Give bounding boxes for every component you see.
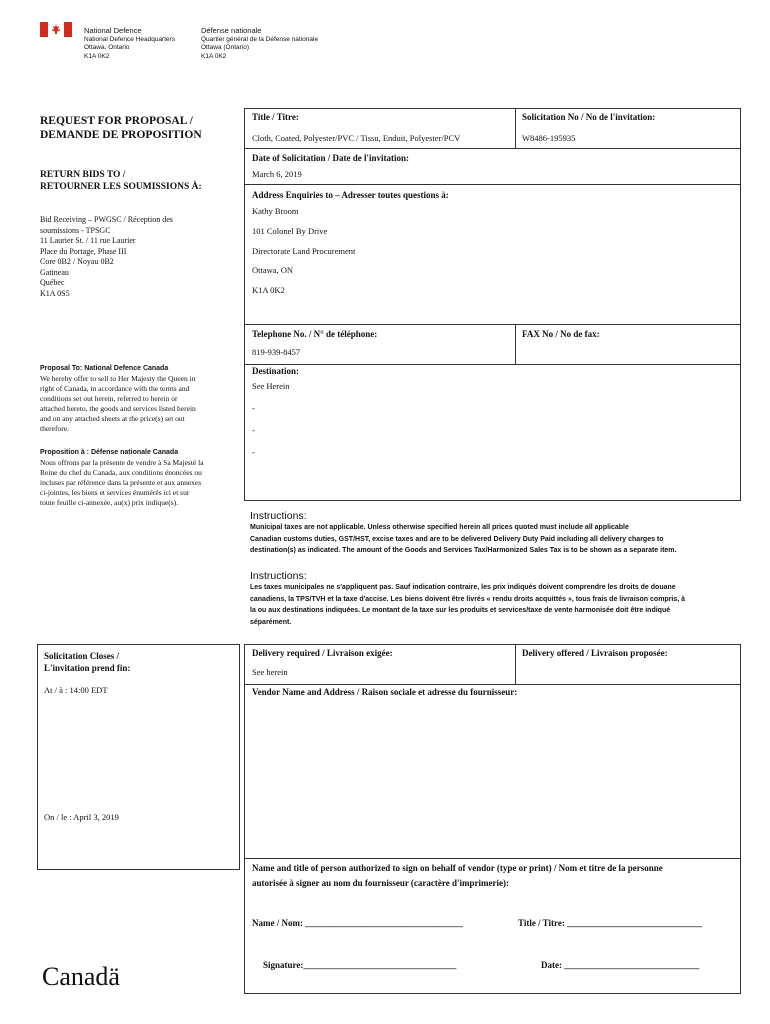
authorized-label (252, 862, 737, 889)
solicitation-value: W8486-195935 (522, 133, 576, 143)
proposal-fr-line: Reine du chef du Canada, aux conditions énoncées ou (40, 468, 202, 477)
proposal-fr-line: toute feuille ci-annexée, au(x) prix indique(s). (40, 498, 179, 507)
vendor-label: Vendor Name and Address / Raison sociale et adresse du fournisseur: (252, 687, 518, 697)
vendor-name-field[interactable]: Name / Nom: ___________________________________ (252, 918, 463, 928)
signature-date-field[interactable]: Date: ______________________________ (541, 960, 700, 970)
header-en-line2: Ottawa, Ontario (84, 44, 130, 51)
instructions-en (250, 510, 745, 557)
instructions-fr (250, 570, 745, 628)
return-address (40, 215, 173, 299)
return-line: Québec (40, 278, 65, 287)
return-line: K1A 0S5 (40, 288, 70, 298)
divider (244, 684, 741, 685)
canada-flag-icon (40, 22, 72, 37)
return-line: soumissions - TPSGC (40, 225, 111, 235)
destination-line: - (252, 425, 255, 435)
return-bids-title (40, 169, 202, 193)
delivery-required-value: See herein (252, 667, 288, 677)
proposal-fr-line: Nous offrons par la présente de vendre à Sa Majesté la (40, 458, 204, 467)
proposal-fr-line: incluses par référence dans la présente et aux annexes (40, 478, 202, 487)
proposal-en-line: attached hereto, the goods and services listed herein (40, 404, 196, 413)
form-top-box (244, 108, 741, 501)
header-en (84, 27, 175, 61)
instructions-en-line: Municipal taxes are not applicable. Unless otherwise specified herein all prices quoted must include all applicable (250, 524, 629, 531)
closes-time: At / à : 14:00 EDT (44, 685, 108, 695)
return-bids-fr: RETOURNER LES SOUMISSIONS À: (40, 182, 202, 192)
proposal-en-title: Proposal To: National Defence Canada (40, 365, 169, 372)
address-line: Kathy Broom (252, 206, 299, 216)
proposal-en-line: therefore. (40, 424, 69, 433)
proposal-en (40, 364, 235, 434)
address-line: 101 Colonel By Drive (252, 226, 328, 236)
vendor-title-field[interactable]: Title / Titre: ______________________________ (518, 918, 703, 928)
canada-wordmark: Canadä (42, 962, 120, 991)
header-en-line1: National Defence Headquarters (84, 35, 176, 43)
divider (244, 324, 741, 325)
proposal-en-line: conditions set out herein, referred to herein or (40, 394, 178, 403)
solicitation-closes-box (37, 644, 240, 870)
instructions-fr-line: canadiens, la TPS/TVH et la taxe d'accise. Les biens doivent être livrés « rendu droits acquittés », tous frais de livraison compris, à (250, 595, 686, 603)
date-value: March 6, 2019 (252, 169, 302, 179)
header-fr-line3: K1A 0K2 (201, 52, 227, 60)
destination-line: - (252, 447, 255, 457)
title-label: Title / Titre: (252, 112, 299, 122)
delivery-offered-label: Delivery offered / Livraison proposée: (522, 648, 668, 658)
closes-date: On / le : April 3, 2019 (44, 812, 119, 822)
address-line: Directorate Land Procurement (252, 246, 356, 256)
proposal-fr-title: Proposition à : Défense nationale Canada (40, 449, 179, 456)
instructions-en-line: Canadian customs duties, GST/HST, excise taxes and are to be delivered Delivery Duty Paid including all delivery charges to (250, 535, 664, 543)
address-label: Address Enquiries to – Adresser toutes questions à: (252, 190, 449, 200)
authorized-label-line1: Name and title of person authorized to sign on behalf of vendor (type or print) / Nom et titre de la personne (252, 863, 663, 873)
instructions-fr-title: Instructions: (250, 570, 307, 582)
proposal-en-line: and on any attached sheets at the price(s) set out (40, 414, 185, 423)
return-bids-en: RETURN BIDS TO / (40, 170, 126, 180)
header-fr (201, 27, 318, 61)
signature-field[interactable]: Signature:__________________________________ (263, 960, 457, 970)
closes-title (44, 650, 130, 674)
divider (244, 364, 741, 365)
header-en-line3: K1A 0K2 (84, 52, 110, 60)
return-line: Gatineau (40, 267, 69, 277)
dept-name-fr: Défense nationale (201, 26, 262, 35)
telephone-label: Telephone No. / N° de téléphone: (252, 329, 378, 339)
authorized-label-line2: autorisée à signer au nom du fournisseur (caractère d'imprimerie): (252, 878, 509, 888)
solicitation-label: Solicitation No / No de l'invitation: (522, 112, 656, 122)
rfp-title (40, 114, 202, 142)
closes-title-en: Solicitation Closes / (44, 651, 120, 661)
instructions-fr-line: séparément. (250, 618, 292, 626)
destination-label: Destination: (252, 366, 299, 376)
proposal-fr (40, 448, 235, 508)
destination-line: - (252, 403, 255, 413)
instructions-en-title: Instructions: (250, 510, 307, 522)
divider (515, 108, 516, 148)
return-line: 11 Laurier St. / 11 rue Laurier (40, 236, 136, 245)
instructions-fr-line: la ou aux destinations indiquées. Le montant de la taxe sur les produits et services/taxe de vente harmonisée doit être indiqué (250, 607, 671, 614)
divider (515, 644, 516, 684)
divider (244, 184, 741, 185)
rfp-title-en: REQUEST FOR PROPOSAL / (40, 115, 193, 127)
fax-label: FAX No / No de fax: (522, 329, 600, 339)
delivery-required-label: Delivery required / Livraison exigée: (252, 648, 393, 658)
divider (244, 858, 741, 859)
header-fr-line2: Ottawa (Ontario) (201, 44, 250, 51)
closes-title-fr: L'invitation prend fin: (44, 663, 131, 673)
divider (515, 324, 516, 364)
proposal-fr-line: ci-jointes, les biens et services énumérés ici et sur (40, 488, 190, 497)
address-line: K1A 0K2 (252, 285, 285, 295)
proposal-en-line: We hereby offer to sell to Her Majesty the Queen in (40, 374, 196, 383)
title-value: Cloth, Coated, Polyester/PVC / Tissu, Enduit, Polyester/PCV (252, 133, 461, 143)
instructions-fr-line: Les taxes municipales ne s'appliquent pas. Sauf indication contraire, les prix indiqués doivent comprendre les droits de douane (250, 584, 676, 591)
instructions-en-line: destination(s) as indicated. The amount of the Goods and Services Tax/Harmonized Sales Tax is to be shown as a separate item. (250, 547, 677, 554)
destination-line: See Herein (252, 381, 290, 391)
telephone-value: 819-939-8457 (252, 347, 301, 357)
rfp-title-fr: DEMANDE DE PROPOSITION (40, 129, 202, 141)
dept-name-en: National Defence (84, 26, 142, 35)
return-line: Core 0B2 / Noyau 0B2 (40, 257, 114, 266)
divider (244, 148, 741, 149)
proposal-en-line: right of Canada, in accordance with the terms and (40, 384, 190, 393)
header-fr-line1: Quartier général de la Défense nationale (201, 35, 319, 43)
address-line: Ottawa, ON (252, 265, 294, 275)
return-line: Bid Receiving – PWGSC / Réception des (40, 215, 173, 224)
return-line: Place du Portage, Phase III (40, 246, 127, 256)
date-label: Date of Solicitation / Date de l'invitation: (252, 153, 409, 163)
